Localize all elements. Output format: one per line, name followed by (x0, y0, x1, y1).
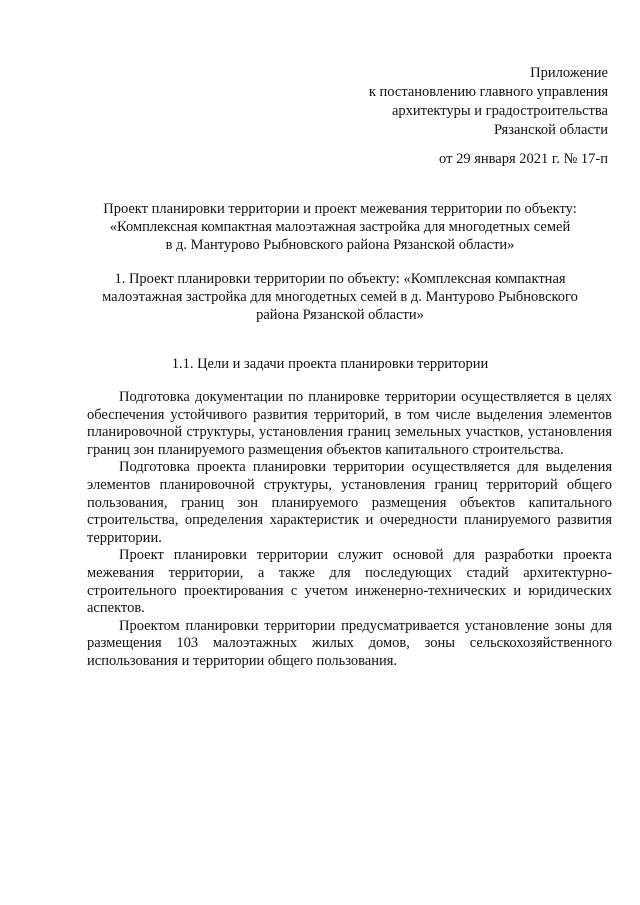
paragraph-2: Подготовка проекта планировки территории осуществляется для выделения элементов планировочной структуры, установления границ территорий общего пользования, границ зон планируемого размещения объектов капитального строительства, определения характеристик и очередности планируемого развития территории. (87, 459, 612, 546)
body-text (87, 389, 612, 671)
appendix-line-2: к постановлению главного управления (368, 84, 608, 100)
appendix-line-3: архитектуры и градостроительства (391, 103, 608, 119)
title-line-1: Проект планировки территории и проект межевания территории по объекту: (103, 201, 577, 217)
appendix-header (369, 64, 608, 140)
subsection-heading: 1.1. Цели и задачи проекта планировки территории (171, 356, 489, 372)
paragraph-3: Проект планировки территории служит основой для разработки проекта межевания территории, а также для последующих стадий архитектурно-строительного проектирования с учетом инженерно-технических и юридических аспектов. (87, 547, 612, 617)
section-1-line-3: района Рязанской области» (256, 307, 424, 323)
appendix-line-1: Приложение (530, 65, 608, 81)
title-line-3: в д. Мантурово Рыбновского района Рязанской области» (165, 237, 515, 253)
section-1-line-1: 1. Проект планировки территории по объекту: «Комплексная компактная (114, 271, 566, 287)
paragraph-4: Проектом планировки территории предусматривается установление зоны для размещения 103 малоэтажных жилых домов, зоны сельскохозяйственного использования и территории общего пользования. (87, 617, 612, 669)
section-1-heading (70, 270, 610, 324)
resolution-date: от 29 января 2021 г. № 17-п (439, 151, 608, 167)
section-1-line-2: малоэтажная застройка для многодетных семей в д. Мантурово Рыбновского (102, 289, 578, 305)
title-line-2: «Комплексная компактная малоэтажная застройка для многодетных семей (109, 219, 571, 235)
appendix-line-4: Рязанской области (494, 122, 608, 138)
paragraph-1: Подготовка документации по планировке территории осуществляется в целях обеспечения устойчивого развития территорий, в том числе выделения элементов планировочной структуры, установления границ земельных участков, установления границ зон планируемого размещения объектов капитального строительства. (87, 389, 612, 458)
document-title (60, 200, 620, 254)
